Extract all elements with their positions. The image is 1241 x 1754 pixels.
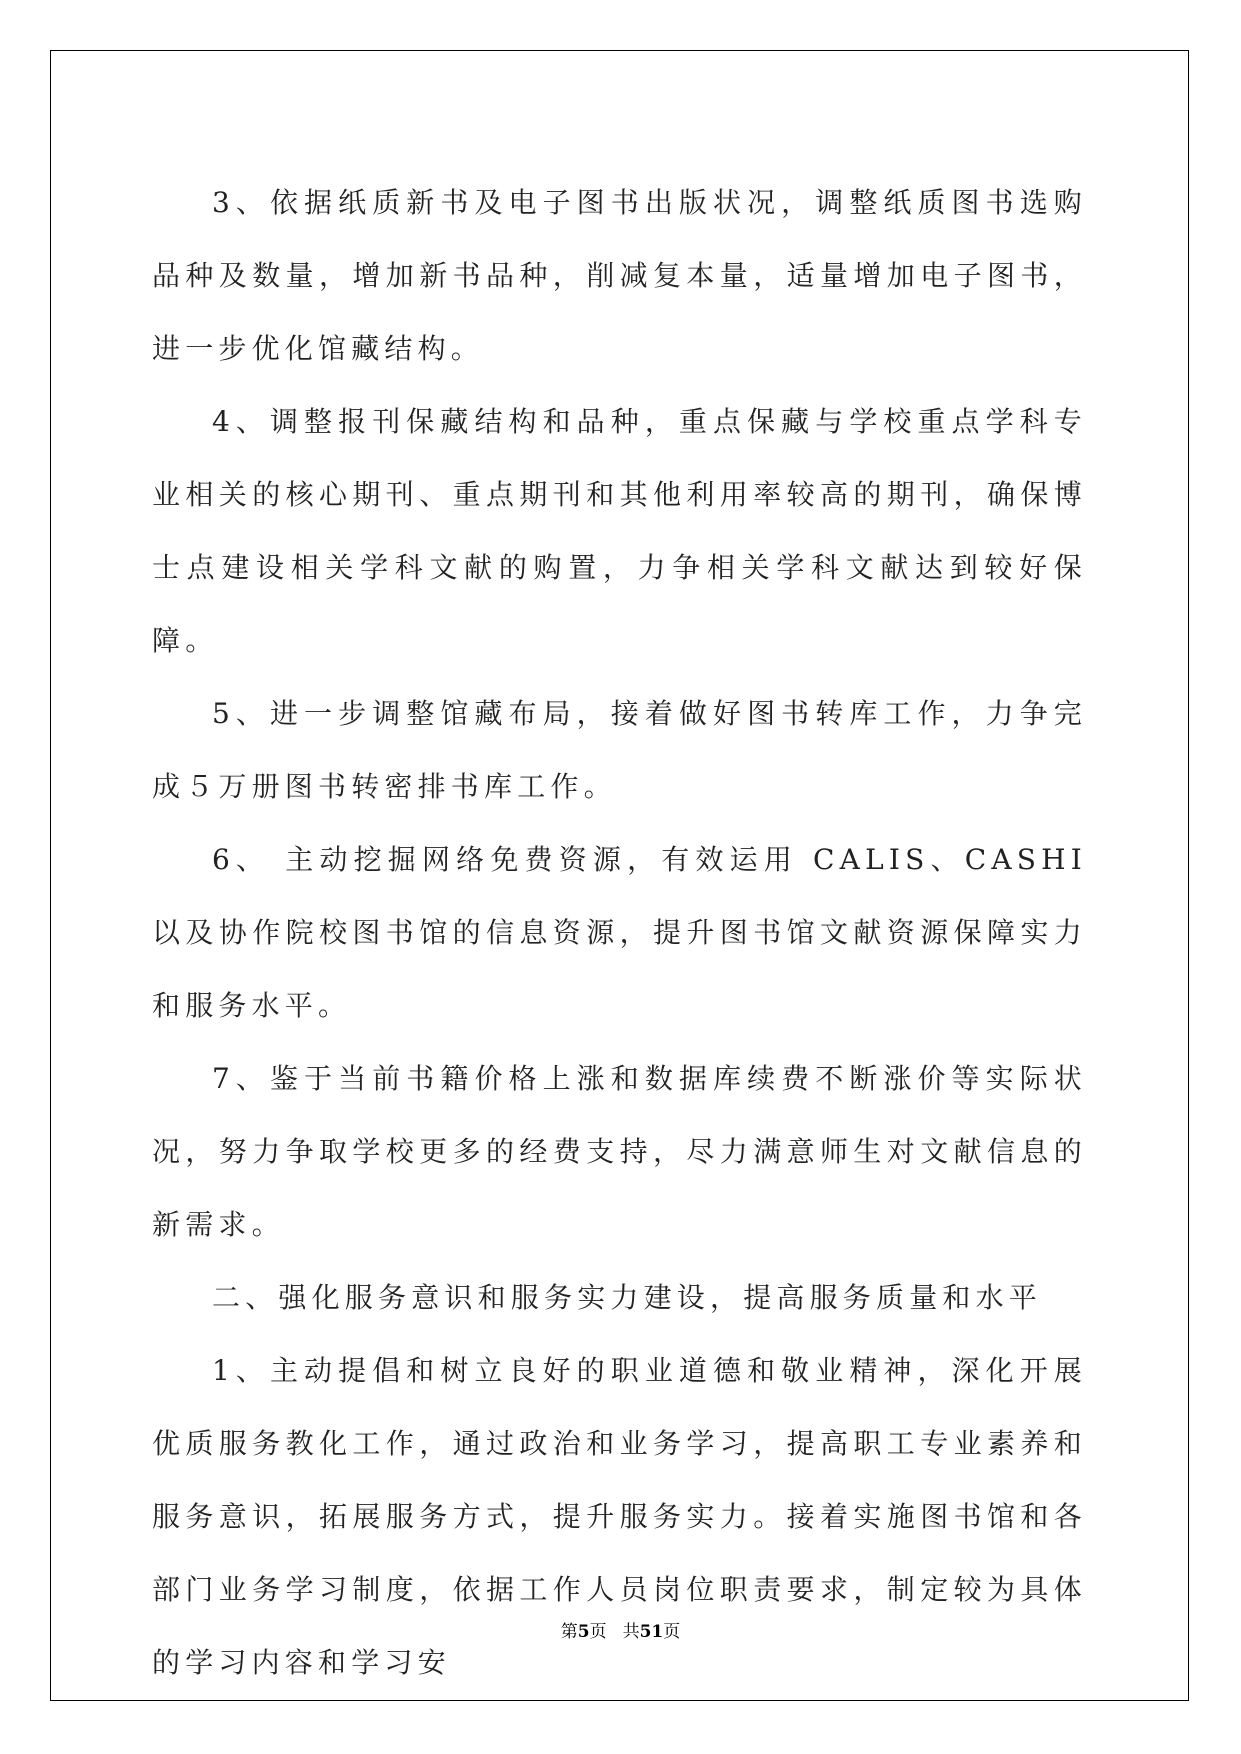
section-heading: 二、强化服务意识和服务实力建设，提高服务质量和水平 xyxy=(212,1281,1043,1314)
paragraph-item-3: 3、依据纸质新书及电子图书出版状况，调整纸质图书选购 品种及数量，增加新书品种，削减复本量，适量增加电子图书，进一步优化馆藏结构。 xyxy=(152,186,1087,365)
page-footer xyxy=(0,1617,1241,1642)
total-unit: 页 xyxy=(663,1622,681,1642)
page-total: 51 xyxy=(639,1622,664,1642)
paragraph-item-6: 6、 主动挖掘网络免费资源，有效运用 CALIS、CASHI 以及协作院校图书馆的信息资源，提升图书馆文献资源保障实力和服务水平。 xyxy=(152,843,1087,1022)
page-current: 5 xyxy=(577,1622,590,1642)
total-prefix: 共 xyxy=(622,1622,640,1642)
paragraph-item-5: 5、进一步调整馆藏布局，接着做好图书转库工作，力争完成５万册图书转密排书库工作。 xyxy=(152,697,1087,803)
paragraph-item-7: 7、鉴于当前书籍价格上涨和数据库续费不断涨价等实际状况，努力争取学校更多的经费支持，尽力满意师生对文献信息的新需求。 xyxy=(152,1062,1087,1241)
paragraph-item-1: 1、主动提倡和树立良好的职业道德和敬业精神，深化开展优质服务教化工作，通过政治和业务学习，提高职工专业素养和服务意识，拓展服务方式，提升服务实力。接着实施图书馆和各部门业务学习制度，依据工作人员岗位职责要求，制定较为具体的学习内容和学习安 xyxy=(152,1354,1087,1679)
paragraph-item-4: 4、调整报刊保藏结构和品种，重点保藏与学校重点学科专业相关的核心期刊、重点期刊和其他利用率较高的期刊，确保博士点建设相关学科文献的购置，力争相关学科文献达到较好保障。 xyxy=(152,405,1087,657)
page-unit: 页 xyxy=(589,1622,607,1642)
page-prefix: 第 xyxy=(560,1622,578,1642)
document-body xyxy=(152,166,1087,1699)
